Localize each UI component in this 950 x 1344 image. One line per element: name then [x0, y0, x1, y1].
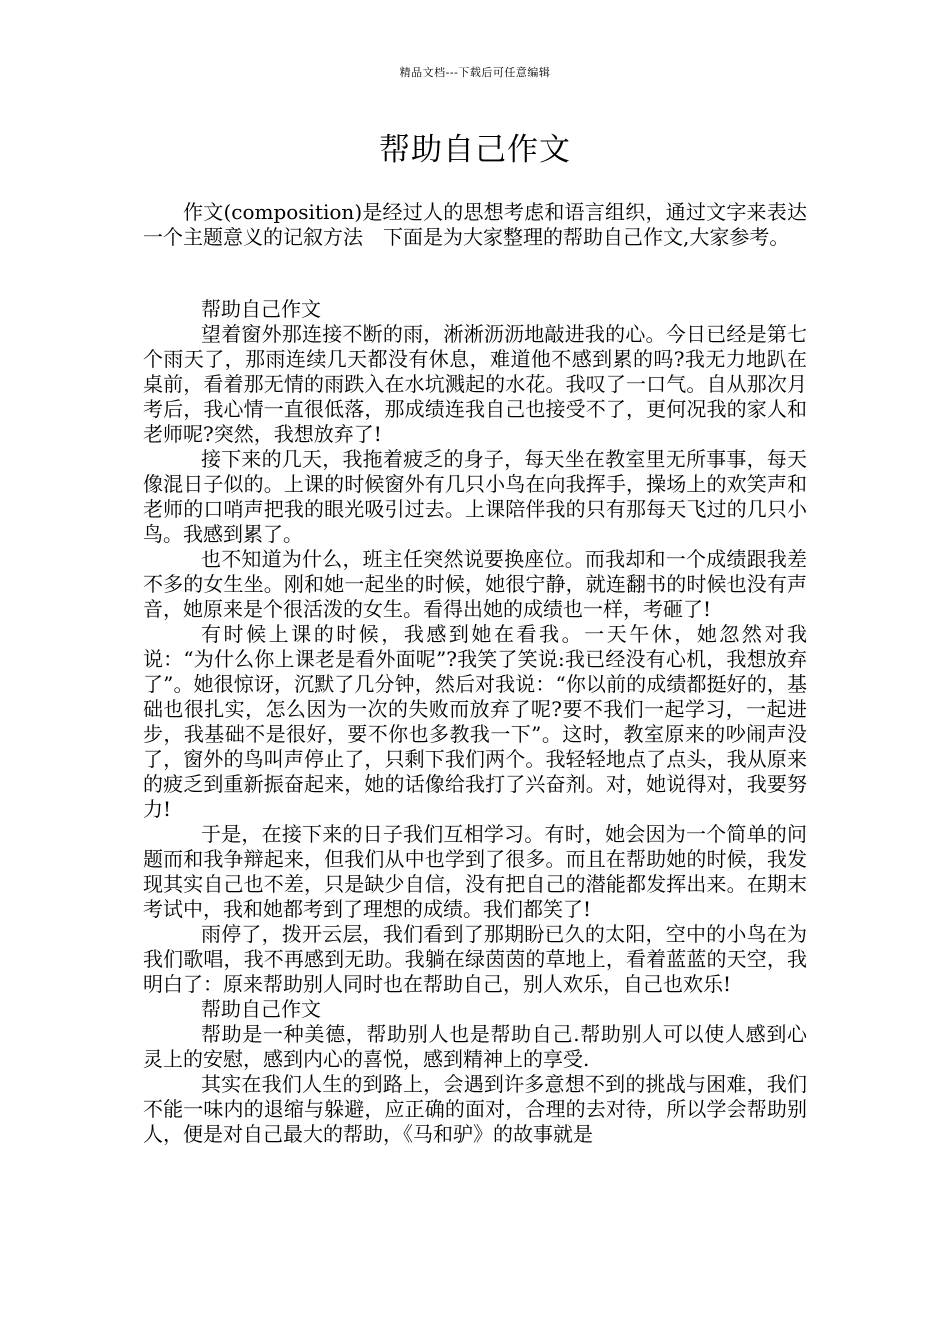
paragraph: 接下来的几天，我拖着疲乏的身子，每天坐在教室里无所事事，每天像混日子似的。上课的时候窗外有几只小鸟在向我挥手，操场上的欢笑声和老师的口哨声把我的眼光吸引过去。上课陪伴我的只有那每天飞过的几只小鸟。我感到累了。: [143, 447, 807, 546]
paragraph: 也不知道为什么，班主任突然说要换座位。而我却和一个成绩跟我差不多的女生坐。刚和她一起坐的时候，她很宁静，就连翻书的时候也没有声音，她原来是个很活泼的女生。看得出她的成绩也一样，考砸了!: [143, 547, 807, 621]
essay-body: [143, 297, 807, 1147]
intro-paragraph: 作文(composition)是经过人的思想考虑和语言组织，通过文字来表达一个主题意义的记叙方法 下面是为大家整理的帮助自己作文,大家参考。: [143, 200, 807, 249]
page-title: 帮助自己作文: [379, 132, 571, 168]
paragraph: 望着窗外那连接不断的雨，淅淅沥沥地敲进我的心。今日已经是第七个雨天了，那雨连续几天都没有休息，难道他不感到累的吗?我无力地趴在桌前，看着那无情的雨跌入在水坑溅起的水花。我叹了一口气。自从那次月考后，我心情一直很低落，那成绩连我自己也接受不了，更何况我的家人和老师呢?突然，我想放弃了!: [143, 322, 807, 446]
paragraph: 于是，在接下来的日子我们互相学习。有时，她会因为一个简单的问题而和我争辩起来，但我们从中也学到了很多。而且在帮助她的时候，我发现其实自己也不差，只是缺少自信，没有把自己的潜能都发挥出来。在期末考试中，我和她都考到了理想的成绩。我们都笑了!: [143, 822, 807, 921]
paragraph: 雨停了，拨开云层，我们看到了那期盼已久的太阳，空中的小鸟在为我们歌唱，我不再感到无助。我躺在绿茵茵的草地上，看着蓝蓝的天空，我明白了：原来帮助别人同时也在帮助自己，别人欢乐，自己也欢乐!: [143, 922, 807, 996]
section-heading: 帮助自己作文: [201, 997, 321, 1021]
section-heading: 帮助自己作文: [201, 297, 321, 321]
paragraph: 帮助是一种美德，帮助别人也是帮助自己.帮助别人可以使人感到心灵上的安慰，感到内心的喜悦，感到精神上的享受.: [143, 1022, 807, 1071]
paragraph: 其实在我们人生的到路上，会遇到许多意想不到的挑战与困难，我们不能一味内的退缩与躲避，应正确的面对，合理的去对待，所以学会帮助别人，便是对自己最大的帮助，《马和驴》的故事就是: [143, 1072, 807, 1146]
page-header: 精品文档---下载后可任意编辑: [399, 66, 551, 79]
paragraph: 有时候上课的时候，我感到她在看我。一天午休，她忽然对我说：“为什么你上课老是看外面呢”?我笑了笑说:我已经没有心机，我想放弃了”。她很惊讶，沉默了几分钟，然后对我说：“你以前的成绩都挺好的，基础也很扎实，怎么因为一次的失败而放弃了呢?要不我们一起学习，一起进步，我基础不是很好，要不你也多教我一下”。这时，教室原来的吵闹声没了，窗外的鸟叫声停止了，只剩下我们两个。我轻轻地点了点头，我从原来的疲乏到重新振奋起来，她的话像给我打了兴奋剂。对，她说得对，我要努力!: [143, 622, 807, 821]
intro-block: [143, 200, 807, 250]
